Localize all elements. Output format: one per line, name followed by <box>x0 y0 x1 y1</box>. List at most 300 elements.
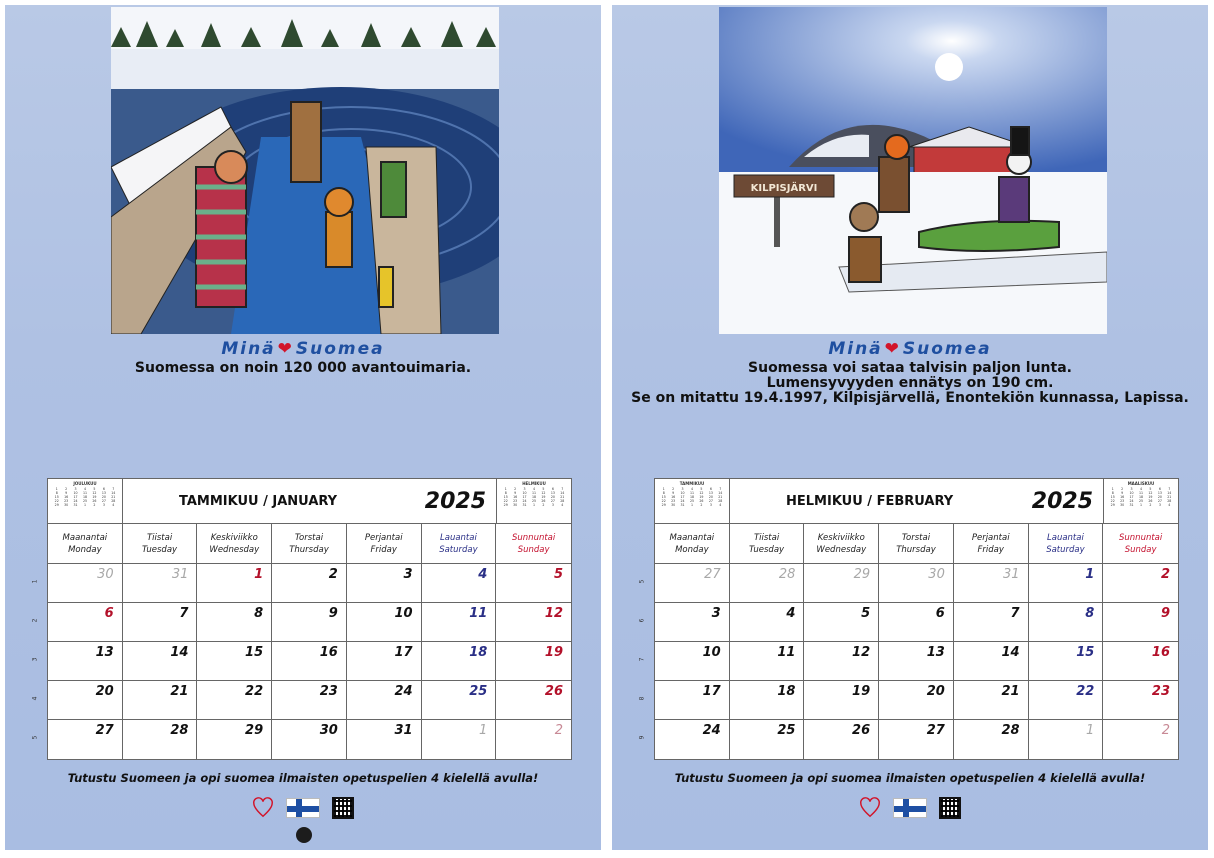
weekday-fi: Tiistai <box>146 532 173 543</box>
mini-day: 4 <box>1139 487 1142 491</box>
day-cell[interactable] <box>730 720 805 759</box>
day-number: 21 <box>1001 684 1020 699</box>
weekday-en: Monday <box>68 544 102 555</box>
mini-day: 6 <box>1158 487 1161 491</box>
mini-day: 21 <box>718 495 723 499</box>
mini-day: 17 <box>522 495 527 499</box>
weekday-header-tuesday <box>123 524 198 563</box>
mini-day: 2 <box>1121 487 1124 491</box>
weekday-header-wednesday <box>197 524 272 563</box>
day-cell[interactable] <box>347 681 422 720</box>
mini-calendar-title: JOULUKUU <box>73 481 97 486</box>
mini-day: 6 <box>709 487 712 491</box>
kilpisjarvi-sign: KILPISJÄRVI <box>750 183 818 194</box>
mini-day: 18 <box>82 495 88 499</box>
mini-calendar-previous <box>48 479 123 523</box>
mini-calendar-title: TAMMIKUU <box>679 481 705 486</box>
footer-logos <box>859 797 961 819</box>
weekday-en: Monday <box>675 544 709 555</box>
weekday-en: Saturday <box>439 544 478 555</box>
fact-line: Suomessa voi sataa talvisin paljon lunta. <box>748 360 1072 376</box>
day-cell[interactable] <box>804 720 879 759</box>
mini-day: 1 <box>1111 487 1114 491</box>
mini-day: 27 <box>708 499 713 503</box>
illustration-kilpisjarvi-snow <box>719 7 1107 334</box>
day-cell[interactable] <box>422 681 497 720</box>
day-number: 2 <box>1160 567 1170 582</box>
mini-day: 22 <box>503 499 508 503</box>
mini-day: 3 <box>74 487 77 491</box>
day-cell[interactable] <box>1029 720 1104 759</box>
day-number: 29 <box>853 567 871 582</box>
mini-calendar-next <box>496 479 571 523</box>
day-number: 1 <box>1085 567 1095 582</box>
weekday-fi: Torstai <box>294 532 324 543</box>
day-number: 14 <box>1001 645 1020 660</box>
mini-day: 29 <box>661 503 666 507</box>
mini-day: 3 <box>1158 503 1161 507</box>
weekday-fi: Torstai <box>901 532 931 543</box>
mini-day: 24 <box>1129 499 1134 503</box>
weekday-en: Thursday <box>896 544 936 555</box>
mini-day: 2 <box>700 503 703 507</box>
brand-title <box>5 339 601 359</box>
calendar-page-january <box>5 5 601 850</box>
mini-day: 27 <box>101 499 106 503</box>
mini-day: 30 <box>513 503 518 507</box>
day-number: 31 <box>171 567 189 582</box>
mini-day: 10 <box>522 491 527 495</box>
day-cell[interactable] <box>272 720 347 759</box>
weekday-en: Friday <box>977 544 1004 555</box>
mini-day: 3 <box>709 503 712 507</box>
day-number: 23 <box>319 684 338 699</box>
mini-day: 25 <box>689 499 695 503</box>
day-number: 2 <box>328 567 338 582</box>
heart-logo-icon <box>252 797 274 819</box>
mini-day: 1 <box>55 487 58 491</box>
day-number: 15 <box>1076 645 1095 660</box>
weekday-header-tuesday <box>730 524 805 563</box>
day-cell[interactable] <box>48 603 123 642</box>
day-number: 30 <box>928 567 945 582</box>
day-number: 24 <box>394 684 413 699</box>
day-number: 27 <box>926 723 945 738</box>
mini-day: 9 <box>514 491 517 495</box>
heart-logo-icon <box>859 797 881 819</box>
mini-day: 11 <box>689 491 695 495</box>
mini-calendar-title: MAALISKUU <box>1127 481 1155 486</box>
day-cell[interactable] <box>347 642 422 681</box>
day-cell[interactable] <box>655 681 730 720</box>
weekday-fi: Maanantai <box>62 532 108 543</box>
week-number: 8 <box>638 696 646 701</box>
day-number: 13 <box>926 645 945 660</box>
day-number: 21 <box>170 684 189 699</box>
weekday-fi: Keskiviikko <box>210 532 258 543</box>
mini-day: 24 <box>522 499 527 503</box>
weekday-header-wednesday <box>804 524 879 563</box>
mini-day: 10 <box>1129 491 1134 495</box>
mini-day: 16 <box>513 495 518 499</box>
day-cell[interactable] <box>422 720 497 759</box>
day-number: 30 <box>97 567 114 582</box>
mini-day: 9 <box>65 491 68 495</box>
day-number: 26 <box>852 723 871 738</box>
day-cell[interactable] <box>804 681 879 720</box>
day-cell[interactable] <box>954 720 1029 759</box>
day-cell[interactable] <box>655 603 730 642</box>
day-number: 31 <box>1003 567 1020 582</box>
mini-day: 18 <box>531 495 537 499</box>
mini-day: 18 <box>689 495 695 499</box>
day-cell[interactable] <box>48 720 123 759</box>
week-number: 5 <box>638 579 646 584</box>
mini-day: 2 <box>542 503 545 507</box>
day-number: 19 <box>544 645 563 660</box>
mini-day: 2 <box>1149 503 1152 507</box>
brand-word-mina: Minä <box>221 339 276 359</box>
day-number: 17 <box>394 645 413 660</box>
day-cell[interactable] <box>272 681 347 720</box>
day-number: 20 <box>926 684 945 699</box>
weekday-header-sunday <box>1103 524 1178 563</box>
weekday-fi: Maanantai <box>669 532 715 543</box>
brand-word-suomea: Suomea <box>902 339 992 359</box>
mini-day: 20 <box>1157 495 1162 499</box>
weekday-en: Wednesday <box>209 544 260 555</box>
day-number: 9 <box>1160 606 1170 621</box>
day-cell[interactable] <box>272 642 347 681</box>
weekday-en: Sunday <box>517 544 550 555</box>
weekday-en: Friday <box>370 544 397 555</box>
day-cell[interactable] <box>422 564 497 603</box>
day-grid <box>48 564 571 759</box>
footer-text: Tutustu Suomeen ja opi suomea ilmaisten opetuspelien 4 kielellä avulla! <box>67 771 539 785</box>
day-number: 10 <box>702 645 721 660</box>
day-number: 18 <box>777 684 796 699</box>
mini-day: 3 <box>681 487 684 491</box>
mini-day: 26 <box>699 499 704 503</box>
mini-day: 28 <box>1167 499 1172 503</box>
mini-day: 26 <box>92 499 97 503</box>
qr-code-icon[interactable] <box>939 797 961 819</box>
day-cell[interactable] <box>422 642 497 681</box>
day-number: 14 <box>170 645 189 660</box>
mini-day: 24 <box>680 499 685 503</box>
weekday-en: Saturday <box>1046 544 1085 555</box>
mini-day: 11 <box>82 491 88 495</box>
day-cell[interactable] <box>1029 603 1104 642</box>
day-number: 6 <box>935 606 945 621</box>
weekday-fi: Lauantai <box>440 532 477 543</box>
mini-day: 16 <box>64 495 69 499</box>
day-number: 16 <box>1151 645 1170 660</box>
weekday-header-monday <box>655 524 730 563</box>
month-calendar-january <box>47 478 572 760</box>
mini-day: 31 <box>1129 503 1134 507</box>
day-number: 30 <box>319 723 338 738</box>
day-cell[interactable] <box>123 564 198 603</box>
weekday-en: Sunday <box>1124 544 1157 555</box>
calendar-header <box>48 479 571 524</box>
mini-calendar-title: HELMIKUU <box>522 481 546 486</box>
day-cell[interactable] <box>197 603 272 642</box>
mini-day: 19 <box>541 495 546 499</box>
day-cell[interactable] <box>1103 681 1178 720</box>
day-cell[interactable] <box>730 681 805 720</box>
mini-day: 2 <box>65 487 68 491</box>
weekday-header-friday <box>347 524 422 563</box>
mini-day: 22 <box>54 499 59 503</box>
year-label: 2025 <box>424 488 486 514</box>
mini-day: 19 <box>92 495 97 499</box>
weekday-fi: Sunnuntai <box>512 532 556 543</box>
month-title: TAMMIKUU / JANUARY <box>179 493 338 509</box>
mini-day: 13 <box>1157 491 1162 495</box>
day-number: 2 <box>1161 723 1170 738</box>
mini-day: 21 <box>111 495 116 499</box>
brand-word-suomea: Suomea <box>295 339 385 359</box>
month-title: HELMIKUU / FEBRUARY <box>786 493 954 509</box>
day-cell[interactable] <box>496 564 571 603</box>
mini-day: 8 <box>55 491 58 495</box>
day-cell[interactable] <box>730 603 805 642</box>
day-cell[interactable] <box>1029 564 1104 603</box>
mini-day: 17 <box>1129 495 1134 499</box>
day-number: 3 <box>711 606 721 621</box>
mini-day: 14 <box>560 491 565 495</box>
finland-flag-icon <box>286 798 320 818</box>
mini-day: 20 <box>101 495 106 499</box>
mini-day: 1 <box>690 503 693 507</box>
week-numbers <box>33 562 45 762</box>
day-cell[interactable] <box>954 681 1029 720</box>
mini-day: 16 <box>671 495 676 499</box>
day-number: 28 <box>1001 723 1020 738</box>
day-cell[interactable] <box>496 603 571 642</box>
day-cell[interactable] <box>496 720 571 759</box>
day-cell[interactable] <box>1029 681 1104 720</box>
weekday-fi: Sunnuntai <box>1119 532 1163 543</box>
day-number: 1 <box>254 567 264 582</box>
day-number: 18 <box>469 645 488 660</box>
day-cell[interactable] <box>197 681 272 720</box>
day-cell[interactable] <box>347 603 422 642</box>
day-number: 23 <box>1151 684 1170 699</box>
week-number: 2 <box>31 618 39 623</box>
mini-day: 16 <box>1120 495 1125 499</box>
mini-day: 26 <box>541 499 546 503</box>
week-number: 6 <box>638 618 646 623</box>
day-cell[interactable] <box>879 603 954 642</box>
day-cell[interactable] <box>879 564 954 603</box>
day-cell[interactable] <box>954 603 1029 642</box>
mini-day: 4 <box>1168 503 1171 507</box>
mini-day: 10 <box>680 491 685 495</box>
mini-day: 10 <box>73 491 78 495</box>
mini-day: 1 <box>504 487 507 491</box>
day-number: 28 <box>778 567 796 582</box>
month-calendar-february <box>654 478 1179 760</box>
mini-day: 3 <box>523 487 526 491</box>
mini-day: 4 <box>719 503 722 507</box>
day-number: 27 <box>95 723 114 738</box>
weekday-en: Wednesday <box>816 544 867 555</box>
day-cell[interactable] <box>48 681 123 720</box>
mini-day: 7 <box>561 487 564 491</box>
day-number: 26 <box>544 684 563 699</box>
mini-day: 14 <box>111 491 116 495</box>
day-cell[interactable] <box>347 564 422 603</box>
mini-day: 6 <box>551 487 554 491</box>
weekday-header-saturday <box>1029 524 1104 563</box>
day-cell[interactable] <box>1029 642 1104 681</box>
mini-day: 2 <box>514 487 517 491</box>
fact-line: Lumensyvyyden ennätys on 190 cm. <box>766 375 1054 391</box>
day-number: 16 <box>319 645 338 660</box>
day-number: 12 <box>544 606 563 621</box>
day-cell[interactable] <box>730 642 805 681</box>
mini-day: 9 <box>1121 491 1124 495</box>
mini-day: 4 <box>83 487 86 491</box>
mini-day: 19 <box>1148 495 1153 499</box>
day-cell[interactable] <box>123 642 198 681</box>
fact-line: Suomessa on noin 120 000 avantouimaria. <box>134 360 472 376</box>
day-cell[interactable] <box>496 642 571 681</box>
week-number: 1 <box>31 579 39 584</box>
day-cell[interactable] <box>954 564 1029 603</box>
day-cell[interactable] <box>496 681 571 720</box>
mini-day: 29 <box>54 503 59 507</box>
day-cell[interactable] <box>272 564 347 603</box>
mini-day: 4 <box>112 503 115 507</box>
mini-day: 27 <box>550 499 555 503</box>
weekday-header-row <box>655 524 1178 564</box>
qr-code-icon[interactable] <box>332 797 354 819</box>
day-cell[interactable] <box>197 564 272 603</box>
day-cell[interactable] <box>422 603 497 642</box>
mini-day: 17 <box>73 495 78 499</box>
mini-day: 12 <box>699 491 704 495</box>
mini-day: 9 <box>672 491 675 495</box>
mini-calendar-grid <box>1108 487 1174 507</box>
day-cell[interactable] <box>123 603 198 642</box>
day-grid <box>655 564 1178 759</box>
mini-day: 1 <box>1139 503 1142 507</box>
day-cell[interactable] <box>347 720 422 759</box>
mini-day: 5 <box>700 487 703 491</box>
day-cell[interactable] <box>197 720 272 759</box>
day-cell[interactable] <box>655 720 730 759</box>
day-cell[interactable] <box>879 720 954 759</box>
day-number: 25 <box>469 684 488 699</box>
heart-icon: ❤ <box>277 339 294 359</box>
day-cell[interactable] <box>804 603 879 642</box>
mini-day: 13 <box>708 491 713 495</box>
day-number: 13 <box>95 645 114 660</box>
mini-day: 21 <box>1167 495 1172 499</box>
mini-day: 23 <box>64 499 69 503</box>
mini-day: 28 <box>718 499 723 503</box>
day-cell[interactable] <box>655 642 730 681</box>
mini-day: 15 <box>661 495 666 499</box>
day-number: 12 <box>852 645 871 660</box>
day-cell[interactable] <box>879 642 954 681</box>
day-number: 25 <box>777 723 796 738</box>
mini-day: 4 <box>690 487 693 491</box>
mini-day: 2 <box>672 487 675 491</box>
mini-day: 18 <box>1138 495 1144 499</box>
day-cell[interactable] <box>1103 720 1178 759</box>
illustration-ice-swimming <box>111 7 499 334</box>
week-number: 7 <box>638 657 646 662</box>
day-cell[interactable] <box>123 681 198 720</box>
day-number: 11 <box>469 606 488 621</box>
year-label: 2025 <box>1031 488 1093 514</box>
day-cell[interactable] <box>804 564 879 603</box>
day-cell[interactable] <box>954 642 1029 681</box>
day-cell[interactable] <box>48 642 123 681</box>
day-number: 1 <box>1086 723 1095 738</box>
heart-icon: ❤ <box>884 339 901 359</box>
mini-day: 4 <box>532 487 535 491</box>
week-number: 5 <box>31 735 39 740</box>
day-cell[interactable] <box>1103 564 1178 603</box>
mini-day: 4 <box>561 503 564 507</box>
day-cell[interactable] <box>1103 603 1178 642</box>
mini-day: 3 <box>102 503 105 507</box>
mini-day: 15 <box>1110 495 1115 499</box>
day-number: 11 <box>777 645 796 660</box>
mini-day: 15 <box>503 495 508 499</box>
day-cell[interactable] <box>730 564 805 603</box>
day-cell[interactable] <box>804 642 879 681</box>
week-number: 4 <box>31 696 39 701</box>
mini-day: 23 <box>671 499 676 503</box>
day-number: 22 <box>1076 684 1095 699</box>
mini-day: 29 <box>1110 503 1115 507</box>
day-cell[interactable] <box>655 564 730 603</box>
day-cell[interactable] <box>272 603 347 642</box>
mini-day: 31 <box>680 503 685 507</box>
mini-day: 28 <box>111 499 116 503</box>
mini-day: 30 <box>1120 503 1125 507</box>
day-cell[interactable] <box>197 642 272 681</box>
day-number: 8 <box>1085 606 1095 621</box>
weekday-header-monday <box>48 524 123 563</box>
mini-day: 8 <box>1111 491 1114 495</box>
calendar-page-february <box>612 5 1208 850</box>
mini-day: 25 <box>1138 499 1144 503</box>
day-cell[interactable] <box>48 564 123 603</box>
calendar-header <box>655 479 1178 524</box>
mini-day: 30 <box>64 503 69 507</box>
weekday-header-row <box>48 524 571 564</box>
day-cell[interactable] <box>879 681 954 720</box>
day-number: 4 <box>786 606 796 621</box>
weekday-fi: Perjantai <box>364 532 403 543</box>
mini-day: 12 <box>92 491 97 495</box>
day-cell[interactable] <box>1103 642 1178 681</box>
day-cell[interactable] <box>123 720 198 759</box>
mini-day: 6 <box>102 487 105 491</box>
mini-day: 21 <box>560 495 565 499</box>
mini-day: 30 <box>671 503 676 507</box>
footer-logos <box>252 797 354 819</box>
mini-day: 5 <box>542 487 545 491</box>
mini-day: 31 <box>73 503 78 507</box>
